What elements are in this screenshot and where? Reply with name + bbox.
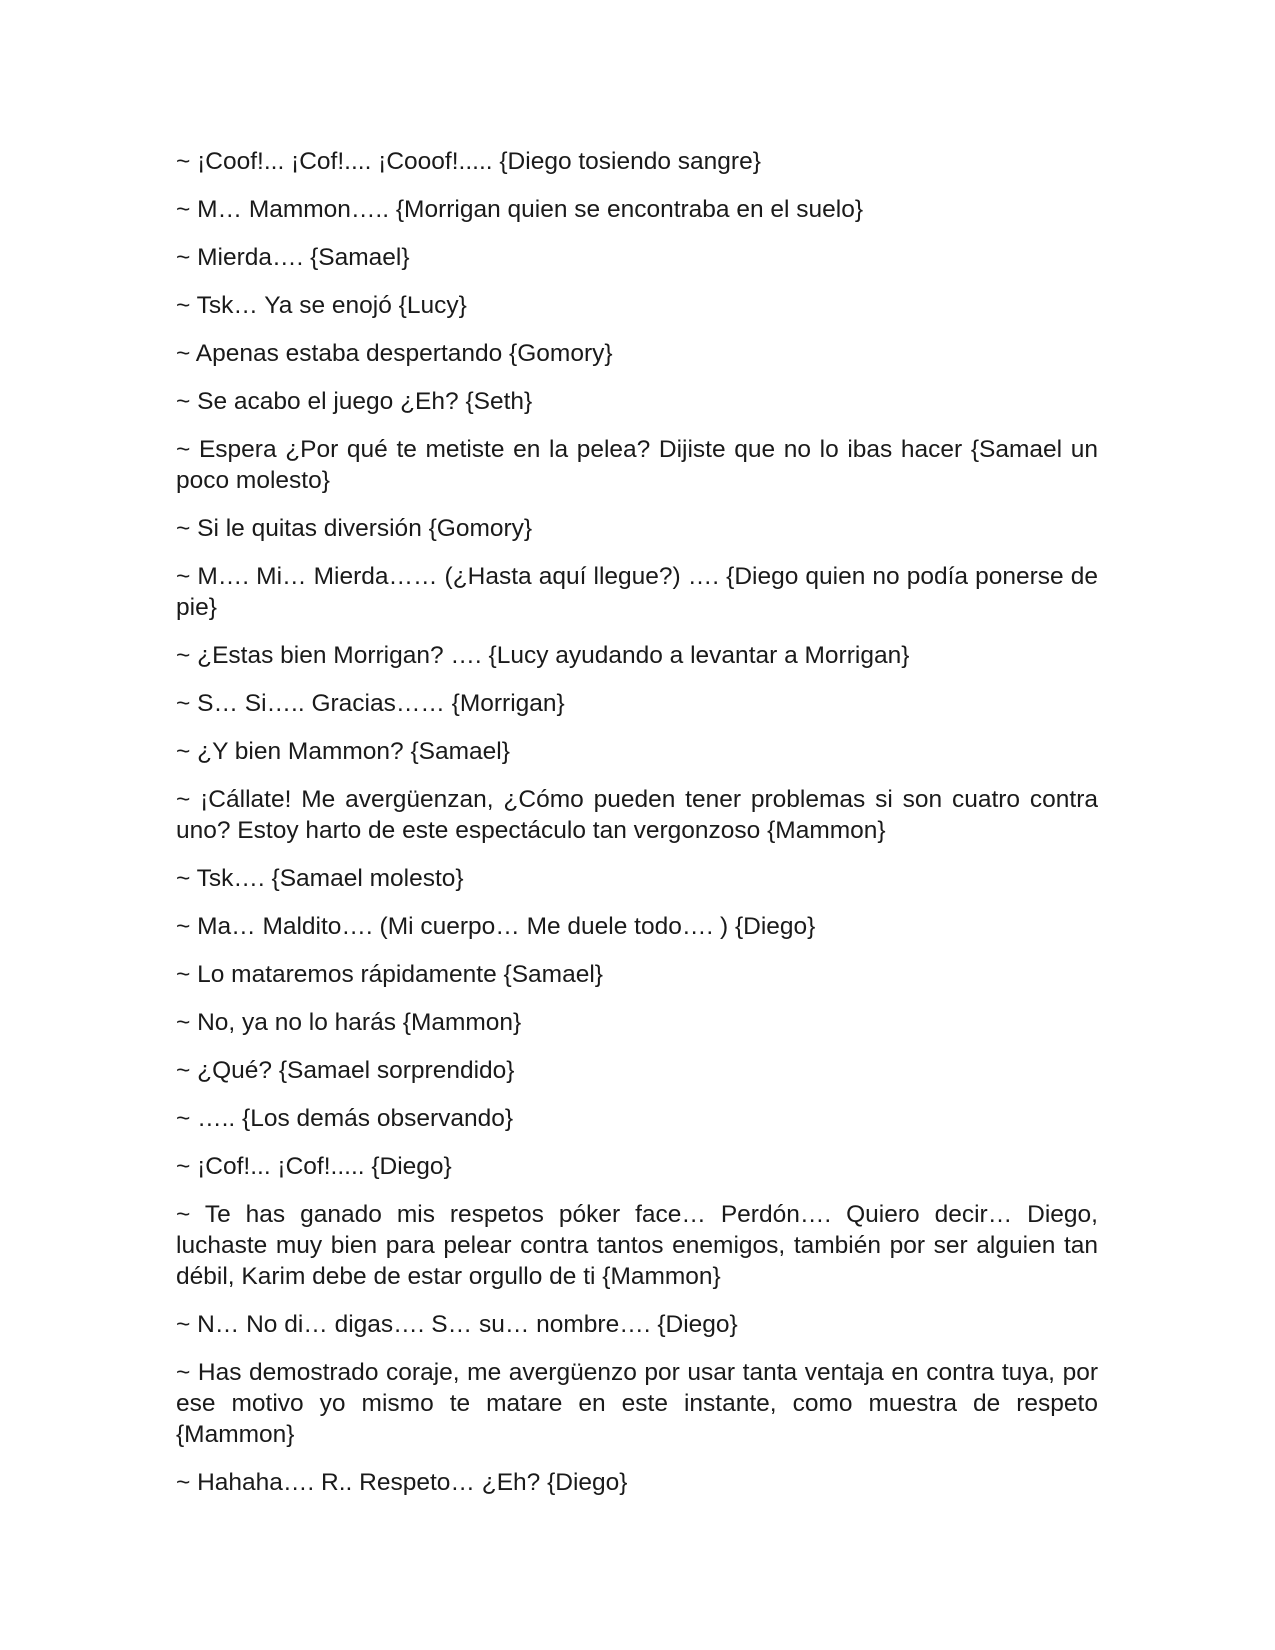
dialogue-line: ~ Tsk… Ya se enojó {Lucy} bbox=[176, 292, 467, 319]
dialogue-line: ~ Mierda…. {Samael} bbox=[176, 244, 410, 271]
dialogue-line: ~ M…. Mi… Mierda…… (¿Hasta aquí llegue?) …. {Diego quien no podía ponerse de pie} bbox=[176, 563, 1098, 621]
dialogue-line: ~ ¡Cállate! Me avergüenzan, ¿Cómo pueden tener problemas si son cuatro contra uno? Estoy harto de este espectáculo tan vergonzoso {Mammon} bbox=[176, 786, 1098, 844]
dialogue-line: ~ Se acabo el juego ¿Eh? {Seth} bbox=[176, 388, 533, 415]
dialogue-line: ~ Espera ¿Por qué te metiste en la pelea? Dijiste que no lo ibas hacer {Samael un poco molesto} bbox=[176, 436, 1098, 494]
dialogue-line: ~ M… Mammon….. {Morrigan quien se encontraba en el suelo} bbox=[176, 196, 864, 223]
dialogue-text bbox=[176, 146, 1098, 1515]
dialogue-line: ~ S… Si….. Gracias…… {Morrigan} bbox=[176, 690, 565, 717]
dialogue-line: ~ ….. {Los demás observando} bbox=[176, 1105, 514, 1132]
dialogue-line: ~ Ma… Maldito…. (Mi cuerpo… Me duele todo…. ) {Diego} bbox=[176, 913, 816, 940]
dialogue-line: ~ Hahaha…. R.. Respeto… ¿Eh? {Diego} bbox=[176, 1469, 628, 1496]
dialogue-line: ~ Apenas estaba despertando {Gomory} bbox=[176, 340, 613, 367]
dialogue-line: ~ ¿Y bien Mammon? {Samael} bbox=[176, 738, 510, 765]
dialogue-line: ~ ¡Coof!... ¡Cof!.... ¡Cooof!..... {Diego tosiendo sangre} bbox=[176, 148, 761, 175]
dialogue-line: ~ Has demostrado coraje, me avergüenzo por usar tanta ventaja en contra tuya, por ese motivo yo mismo te matare en este instante, como muestra de respeto {Mammon} bbox=[176, 1359, 1098, 1448]
dialogue-line: ~ No, ya no lo harás {Mammon} bbox=[176, 1009, 522, 1036]
dialogue-line: ~ Si le quitas diversión {Gomory} bbox=[176, 515, 533, 542]
dialogue-line: ~ Lo mataremos rápidamente {Samael} bbox=[176, 961, 603, 988]
dialogue-line: ~ ¿Qué? {Samael sorprendido} bbox=[176, 1057, 515, 1084]
dialogue-line: ~ ¡Cof!... ¡Cof!..... {Diego} bbox=[176, 1153, 452, 1180]
dialogue-line: ~ Tsk…. {Samael molesto} bbox=[176, 865, 464, 892]
dialogue-line: ~ ¿Estas bien Morrigan? …. {Lucy ayudando a levantar a Morrigan} bbox=[176, 642, 910, 669]
dialogue-line: ~ N… No di… digas…. S… su… nombre…. {Diego} bbox=[176, 1311, 738, 1338]
dialogue-line: ~ Te has ganado mis respetos póker face… Perdón…. Quiero decir… Diego, luchaste muy bien para pelear contra tantos enemigos, también por ser alguien tan débil, Karim debe de estar orgullo de ti {Mammon} bbox=[176, 1201, 1098, 1290]
